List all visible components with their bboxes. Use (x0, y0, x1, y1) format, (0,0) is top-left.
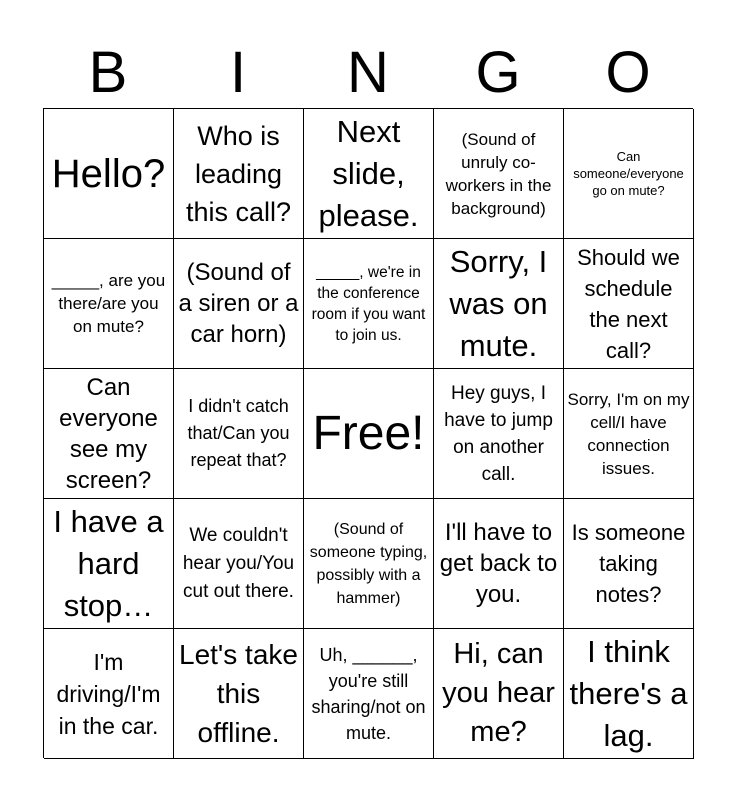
cell-text: Next slide, please. (318, 113, 419, 233)
bingo-cell[interactable] (434, 499, 564, 629)
cell-text: Who is leading this call? (185, 120, 292, 227)
cell-text: (Sound of a siren or a car horn) (178, 259, 299, 348)
bingo-cell[interactable] (174, 499, 304, 629)
header-letter-g: G (475, 40, 521, 105)
bingo-cell[interactable] (304, 239, 434, 369)
cell-text: I'll have to get back to you. (439, 519, 558, 608)
bingo-header (43, 40, 693, 106)
bingo-cell[interactable] (44, 369, 174, 499)
bingo-cell[interactable] (174, 369, 304, 499)
bingo-cell[interactable] (44, 109, 174, 239)
bingo-cell[interactable] (304, 109, 434, 239)
bingo-cell[interactable] (564, 629, 694, 759)
cell-text: _____, are you there/are you on mute? (51, 271, 166, 336)
bingo-card-grid (43, 108, 693, 758)
cell-text: Uh, ______, you're still sharing/not on mute. (311, 644, 426, 743)
bingo-cell[interactable] (564, 499, 694, 629)
cell-text: Hi, can you hear me? (442, 638, 555, 748)
cell-text: (Sound of unruly co-workers in the background) (445, 129, 552, 218)
cell-text: Is someone taking notes? (571, 520, 686, 607)
bingo-cell[interactable] (174, 109, 304, 239)
header-letter-o: O (605, 40, 651, 105)
bingo-cell[interactable] (44, 629, 174, 759)
bingo-cell[interactable] (304, 629, 434, 759)
cell-text: We couldn't hear you/You cut out there. (182, 524, 295, 602)
cell-text: (Sound of someone typing, possibly with a hammer) (309, 520, 428, 607)
bingo-cell[interactable] (174, 629, 304, 759)
bingo-cell[interactable] (434, 239, 564, 369)
cell-text: Free! (312, 406, 425, 460)
cell-text: Hey guys, I have to jump on another call. (444, 382, 553, 485)
cell-text: Sorry, I'm on my cell/I have connection issues. (567, 389, 690, 478)
cell-text: I'm driving/I'm in the car. (56, 648, 161, 739)
bingo-cell[interactable] (44, 499, 174, 629)
header-letter-i: I (229, 40, 247, 105)
bingo-cell[interactable] (174, 239, 304, 369)
cell-text: Can everyone see my screen? (59, 373, 158, 494)
bingo-cell[interactable] (44, 239, 174, 369)
cell-text: I didn't catch that/Can you repeat that? (187, 396, 290, 470)
header-letter-b: B (88, 40, 128, 105)
cell-text: Should we schedule the next call? (577, 244, 680, 363)
cell-text: I think there's a lag. (569, 633, 688, 753)
cell-text: I have a hard stop… (53, 503, 164, 623)
cell-text: Can someone/everyone go on mute? (573, 149, 684, 198)
cell-text: Sorry, I was on mute. (449, 243, 548, 363)
bingo-cell[interactable] (564, 239, 694, 369)
bingo-cell[interactable] (564, 369, 694, 499)
cell-text: _____, we're in the conference room if you want to join us. (311, 263, 426, 344)
bingo-cell[interactable] (564, 109, 694, 239)
cell-text: Let's take this offline. (179, 639, 298, 748)
bingo-cell[interactable] (434, 369, 564, 499)
bingo-cell[interactable] (434, 629, 564, 759)
bingo-cell[interactable] (304, 369, 434, 499)
cell-text: Hello? (51, 151, 166, 196)
bingo-cell[interactable] (304, 499, 434, 629)
bingo-cell[interactable] (434, 109, 564, 239)
header-letter-n: N (347, 40, 389, 105)
